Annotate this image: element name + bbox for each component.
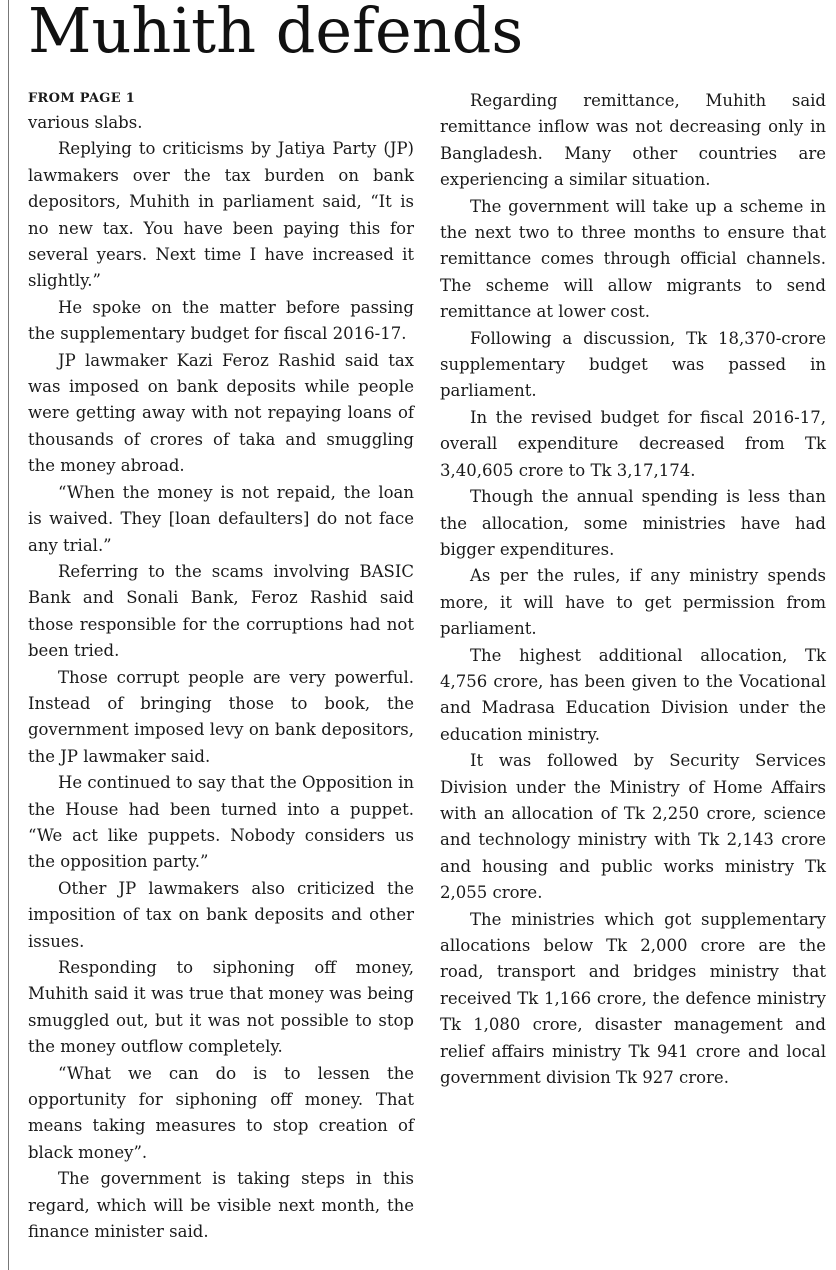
- article-body: [28, 88, 826, 1263]
- paragraph: “What we can do is to lessen the opportunity for siphoning off money. That means taking measures to stop creation of black money”.: [28, 1063, 414, 1162]
- paragraph: Other JP lawmakers also criticized the imposition of tax on bank deposits and other issues.: [28, 878, 414, 951]
- continuation-kicker: FROM PAGE 1: [28, 91, 136, 106]
- paragraph: It was followed by Security Services Division under the Ministry of Home Affairs with an allocation of Tk 2,250 crore, science and technology ministry with Tk 2,143 crore and housing and public works ministry Tk 2,055 crore.: [440, 751, 826, 903]
- paragraph: The government is taking steps in this regard, which will be visible next month, the finance minister said.: [28, 1169, 414, 1242]
- paragraph: In the revised budget for fiscal 2016-17, overall expenditure decreased from Tk 3,40,605 crore to Tk 3,17,174.: [440, 407, 826, 480]
- paragraph: The highest additional allocation, Tk 4,756 crore, has been given to the Vocational and Madrasa Education Division under the education ministry.: [440, 645, 826, 744]
- headline: Muhith defends: [28, 0, 524, 67]
- paragraph: The government will take up a scheme in the next two to three months to ensure that remittance comes through official channels. The scheme will allow migrants to send remittance at lower cost.: [440, 196, 826, 322]
- paragraph: Responding to siphoning off money, Muhith said it was true that money was being smuggled out, but it was not possible to stop the money outflow completely.: [28, 958, 414, 1057]
- column-rule-left: [8, 0, 9, 1270]
- paragraph: He continued to say that the Opposition in the House had been turned into a puppet. “We act like puppets. Nobody considers us the opposition party.”: [28, 773, 414, 872]
- paragraph: Referring to the scams involving BASIC Bank and Sonali Bank, Feroz Rashid said those responsible for the corruptions had not been tried.: [28, 561, 414, 661]
- paragraph: Those corrupt people are very powerful. Instead of bringing those to book, the government imposed levy on bank depositors, the JP lawmaker said.: [28, 667, 414, 766]
- paragraph: “When the money is not repaid, the loan is waived. They [loan defaulters] do not face any trial.”: [28, 482, 414, 555]
- paragraph: JP lawmaker Kazi Feroz Rashid said tax was imposed on bank deposits while people were getting away with not repaying loans of thousands of crores of taka and smuggling the money abroad.: [28, 350, 414, 476]
- paragraph: As per the rules, if any ministry spends more, it will have to get permission from parliament.: [440, 566, 826, 639]
- paragraph: The ministries which got supplementary allocations below Tk 2,000 crore are the road, transport and bridges ministry that received Tk 1,166 crore, the defence ministry Tk 1,080 crore, disaster management and relief affairs ministry Tk 941 crore and local government division Tk 927 crore.: [440, 909, 826, 1088]
- paragraph: Regarding remittance, Muhith said remittance inflow was not decreasing only in Bangladesh. Many other countries are experiencing a similar situation.: [440, 91, 826, 190]
- paragraph: Replying to criticisms by Jatiya Party (JP) lawmakers over the tax burden on bank depositors, Muhith in parliament said, “It is no new tax. You have been paying this for several years. Next time I have increased it slightly.”: [28, 139, 414, 291]
- paragraph: various slabs.: [28, 113, 143, 132]
- paragraph: Though the annual spending is less than the allocation, some ministries have had bigger expenditures.: [440, 487, 826, 559]
- paragraph: Following a discussion, Tk 18,370-crore supplementary budget was passed in parliament.: [440, 328, 826, 401]
- paragraph: He spoke on the matter before passing the supplementary budget for fiscal 2016-17.: [28, 297, 414, 344]
